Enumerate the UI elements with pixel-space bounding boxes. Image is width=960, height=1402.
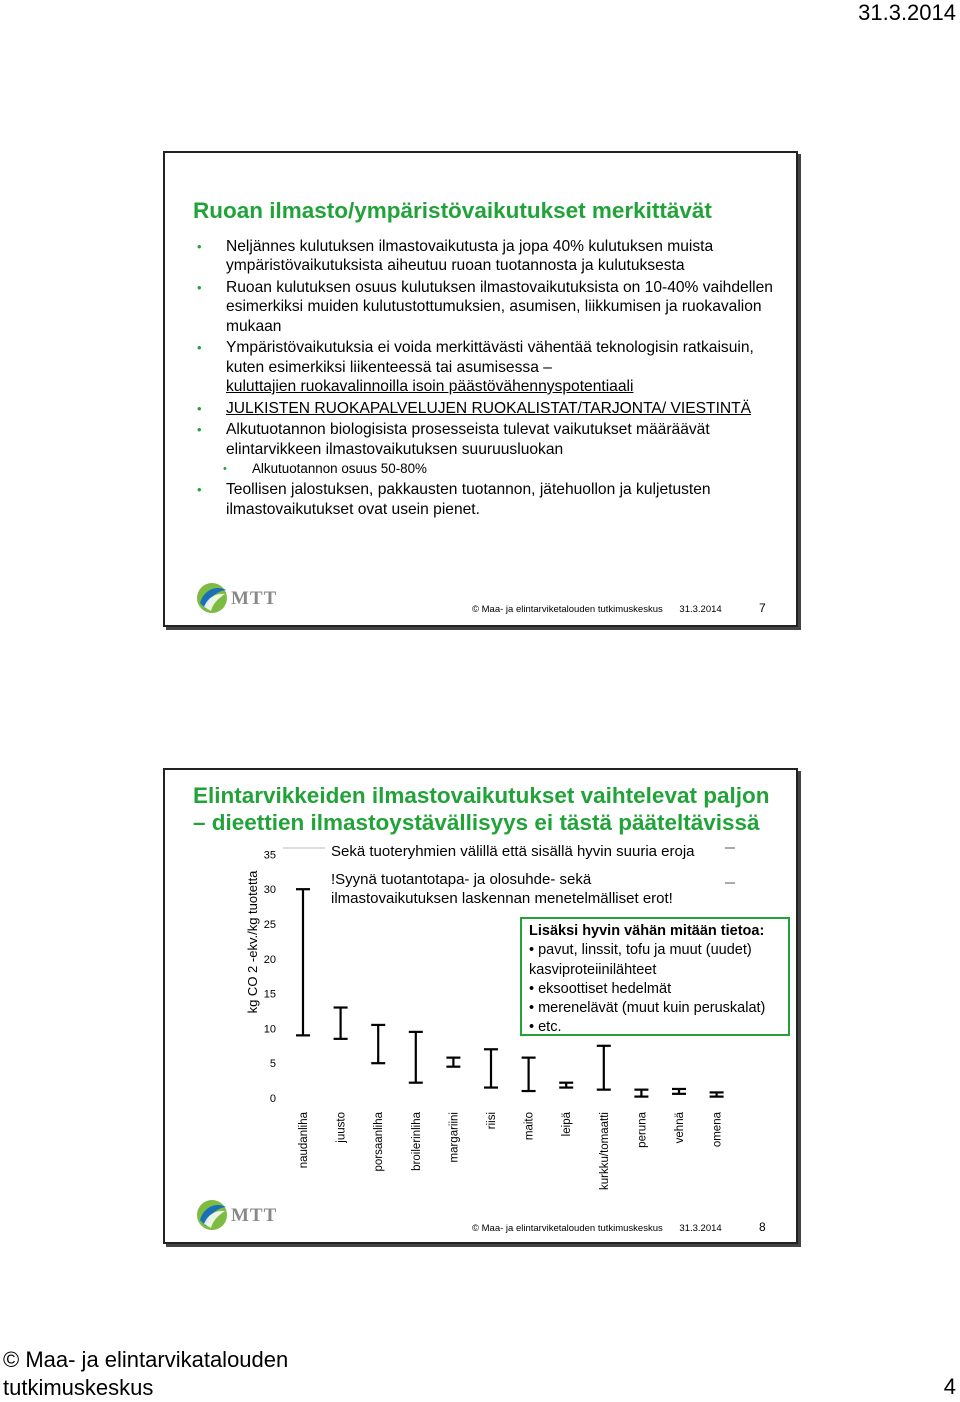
x-category-label: riisi — [486, 1112, 498, 1130]
slide-number: 7 — [759, 601, 766, 615]
x-category-label: naudanliha — [298, 1112, 310, 1169]
y-tick-label: 5 — [269, 1058, 276, 1071]
range-bar-vehn- — [672, 1089, 686, 1094]
callout-reason-line2: ilmastovaikutuksen laskennan menetelmälliset erot! — [331, 890, 673, 908]
footer-line-1: © Maa- ja elintarvikatalouden — [3, 1347, 289, 1372]
callout-reason-line1: !Syynä tuotantotapa- ja olosuhde- sekä — [331, 871, 592, 888]
y-tick-label: 30 — [263, 884, 276, 897]
title-line-2: – dieettien ilmastoystävällisyys ei tästä pääteltävissä — [193, 810, 760, 835]
slide-8 — [163, 768, 798, 1244]
range-bar-margariini — [446, 1058, 460, 1067]
mtt-logo — [195, 581, 278, 620]
footer-date: 31.3.2014 — [679, 604, 722, 615]
slide-number: 8 — [759, 1220, 766, 1234]
y-tick-label: 0 — [269, 1093, 276, 1105]
bullet-item: • JULKISTEN RUOKAPALVELUJEN RUOKALISTAT/TARJONTA/ VIESTINTÄ — [195, 399, 775, 418]
footer-line-2: tutkimuskeskus — [3, 1375, 154, 1400]
footer-org: © Maa- ja elintarviketalouden tutkimuskeskus — [472, 604, 663, 615]
bullet-text: Ympäristövaikutuksia ei voida merkittävästi vähentää teknologisin ratkaisuin, kuten esimerkiksi liikenteessä tai asumisessa – — [226, 339, 754, 376]
footer-org: © Maa- ja elintarviketalouden tutkimuskeskus — [472, 1223, 663, 1234]
y-tick-label: 25 — [263, 919, 276, 931]
sub-bullet-item: • Alkutuotannon osuus 50-80% — [195, 460, 775, 478]
bullet-item: • Neljännes kulutuksen ilmastovaikutusta ja jopa 40% kulutuksen muista ympäristövaikutuksista aiheutuu ruoan tuotannosta ja kulutuksesta — [195, 237, 775, 276]
info-box-title: Lisäksi hyvin vähän mitään tietoa: — [529, 923, 765, 939]
range-bar-kurkku-tomaatti — [597, 1046, 611, 1090]
mtt-logo — [195, 1198, 278, 1237]
bullet-list — [195, 237, 775, 521]
bullet-item: • Ruoan kulutuksen osuus kulutuksen ilmastovaikutuksista on 10-40% vaihdellen esimerkiksi muiden kulutustottumuksien, asumisen, liikkumisen ja ruokavalion mukaan — [195, 278, 775, 336]
x-category-label: juusto — [335, 1112, 348, 1143]
x-category-label: broilerinliha — [410, 1112, 423, 1171]
mtt-leaf-icon — [195, 581, 229, 615]
logo-text: MTT — [231, 588, 278, 609]
range-bar-maito — [522, 1058, 536, 1091]
info-box-item: • pavut, linssit, tofu ja muut (uudet) — [529, 942, 752, 959]
range-bar-leip- — [559, 1083, 573, 1088]
info-box-item: • merenelävät (muut kuin peruskalat) — [529, 1000, 766, 1017]
page-date: 31.3.2014 — [858, 0, 956, 25]
x-category-label: porsaanliha — [373, 1112, 386, 1172]
bullet-item: • Teollisen jalostuksen, pakkausten tuotannon, jätehuollon ja kuljetusten ilmastovaikutukset ovat usein pienet. — [195, 480, 775, 519]
x-category-label: vehnä — [674, 1112, 686, 1144]
page-number: 4 — [943, 1374, 956, 1399]
y-tick-label: 10 — [263, 1023, 276, 1036]
info-box-item: • etc. — [529, 1019, 562, 1036]
slide-footer — [472, 601, 766, 615]
x-category-label: margariini — [448, 1112, 461, 1163]
x-category-label: kurkku/tomaatti — [598, 1112, 611, 1190]
info-box — [520, 917, 790, 1036]
slide-7 — [163, 151, 798, 627]
slide-footer — [472, 1220, 766, 1234]
info-box-item: kasviproteiinilähteet — [529, 961, 657, 978]
x-category-label: leipä — [561, 1112, 574, 1137]
logo-text: MTT — [231, 1205, 278, 1226]
y-tick-label: 20 — [263, 953, 276, 966]
mtt-leaf-icon — [195, 1198, 229, 1232]
range-bar-porsaanliha — [371, 1025, 385, 1063]
title-line-1: Elintarvikkeiden ilmastovaikutukset vaihtelevat paljon — [193, 783, 770, 808]
range-bar-omena — [710, 1092, 724, 1096]
document-footer — [3, 1346, 288, 1402]
range-bar-juusto — [334, 1008, 348, 1039]
bullet-item: • Alkutuotannon biologisista prosesseista tulevat vaikutukset määräävät elintarvikkeen ilmastovaikutuksen suuruusluokan — [195, 420, 775, 459]
bullet-text-underlined: kuluttajien ruokavalinnoilla isoin päästövähennyspotentiaali — [226, 377, 634, 395]
callout-reason — [331, 870, 673, 909]
slide-title: Ruoan ilmasto/ympäristövaikutukset merkittävät — [193, 198, 712, 223]
range-bar-naudanliha — [296, 889, 310, 1035]
y-tick-label: 15 — [263, 988, 276, 1001]
x-category-label: omena — [711, 1112, 724, 1148]
callout-variation: Sekä tuoteryhmien välillä että sisällä hyvin suuria eroja — [331, 843, 695, 860]
x-category-label: peruna — [636, 1112, 649, 1148]
range-bar-peruna — [634, 1090, 648, 1097]
info-box-item: • eksoottiset hedelmät — [529, 980, 672, 997]
range-bar-riisi — [484, 1049, 498, 1087]
bullet-item — [195, 338, 775, 396]
y-axis-label: kg CO 2 -ekv./kg tuotetta — [245, 870, 260, 1014]
range-bar-broilerinliha — [409, 1032, 423, 1083]
x-category-label: maito — [523, 1112, 536, 1141]
footer-date: 31.3.2014 — [679, 1223, 722, 1234]
y-tick-label: 35 — [263, 849, 276, 862]
